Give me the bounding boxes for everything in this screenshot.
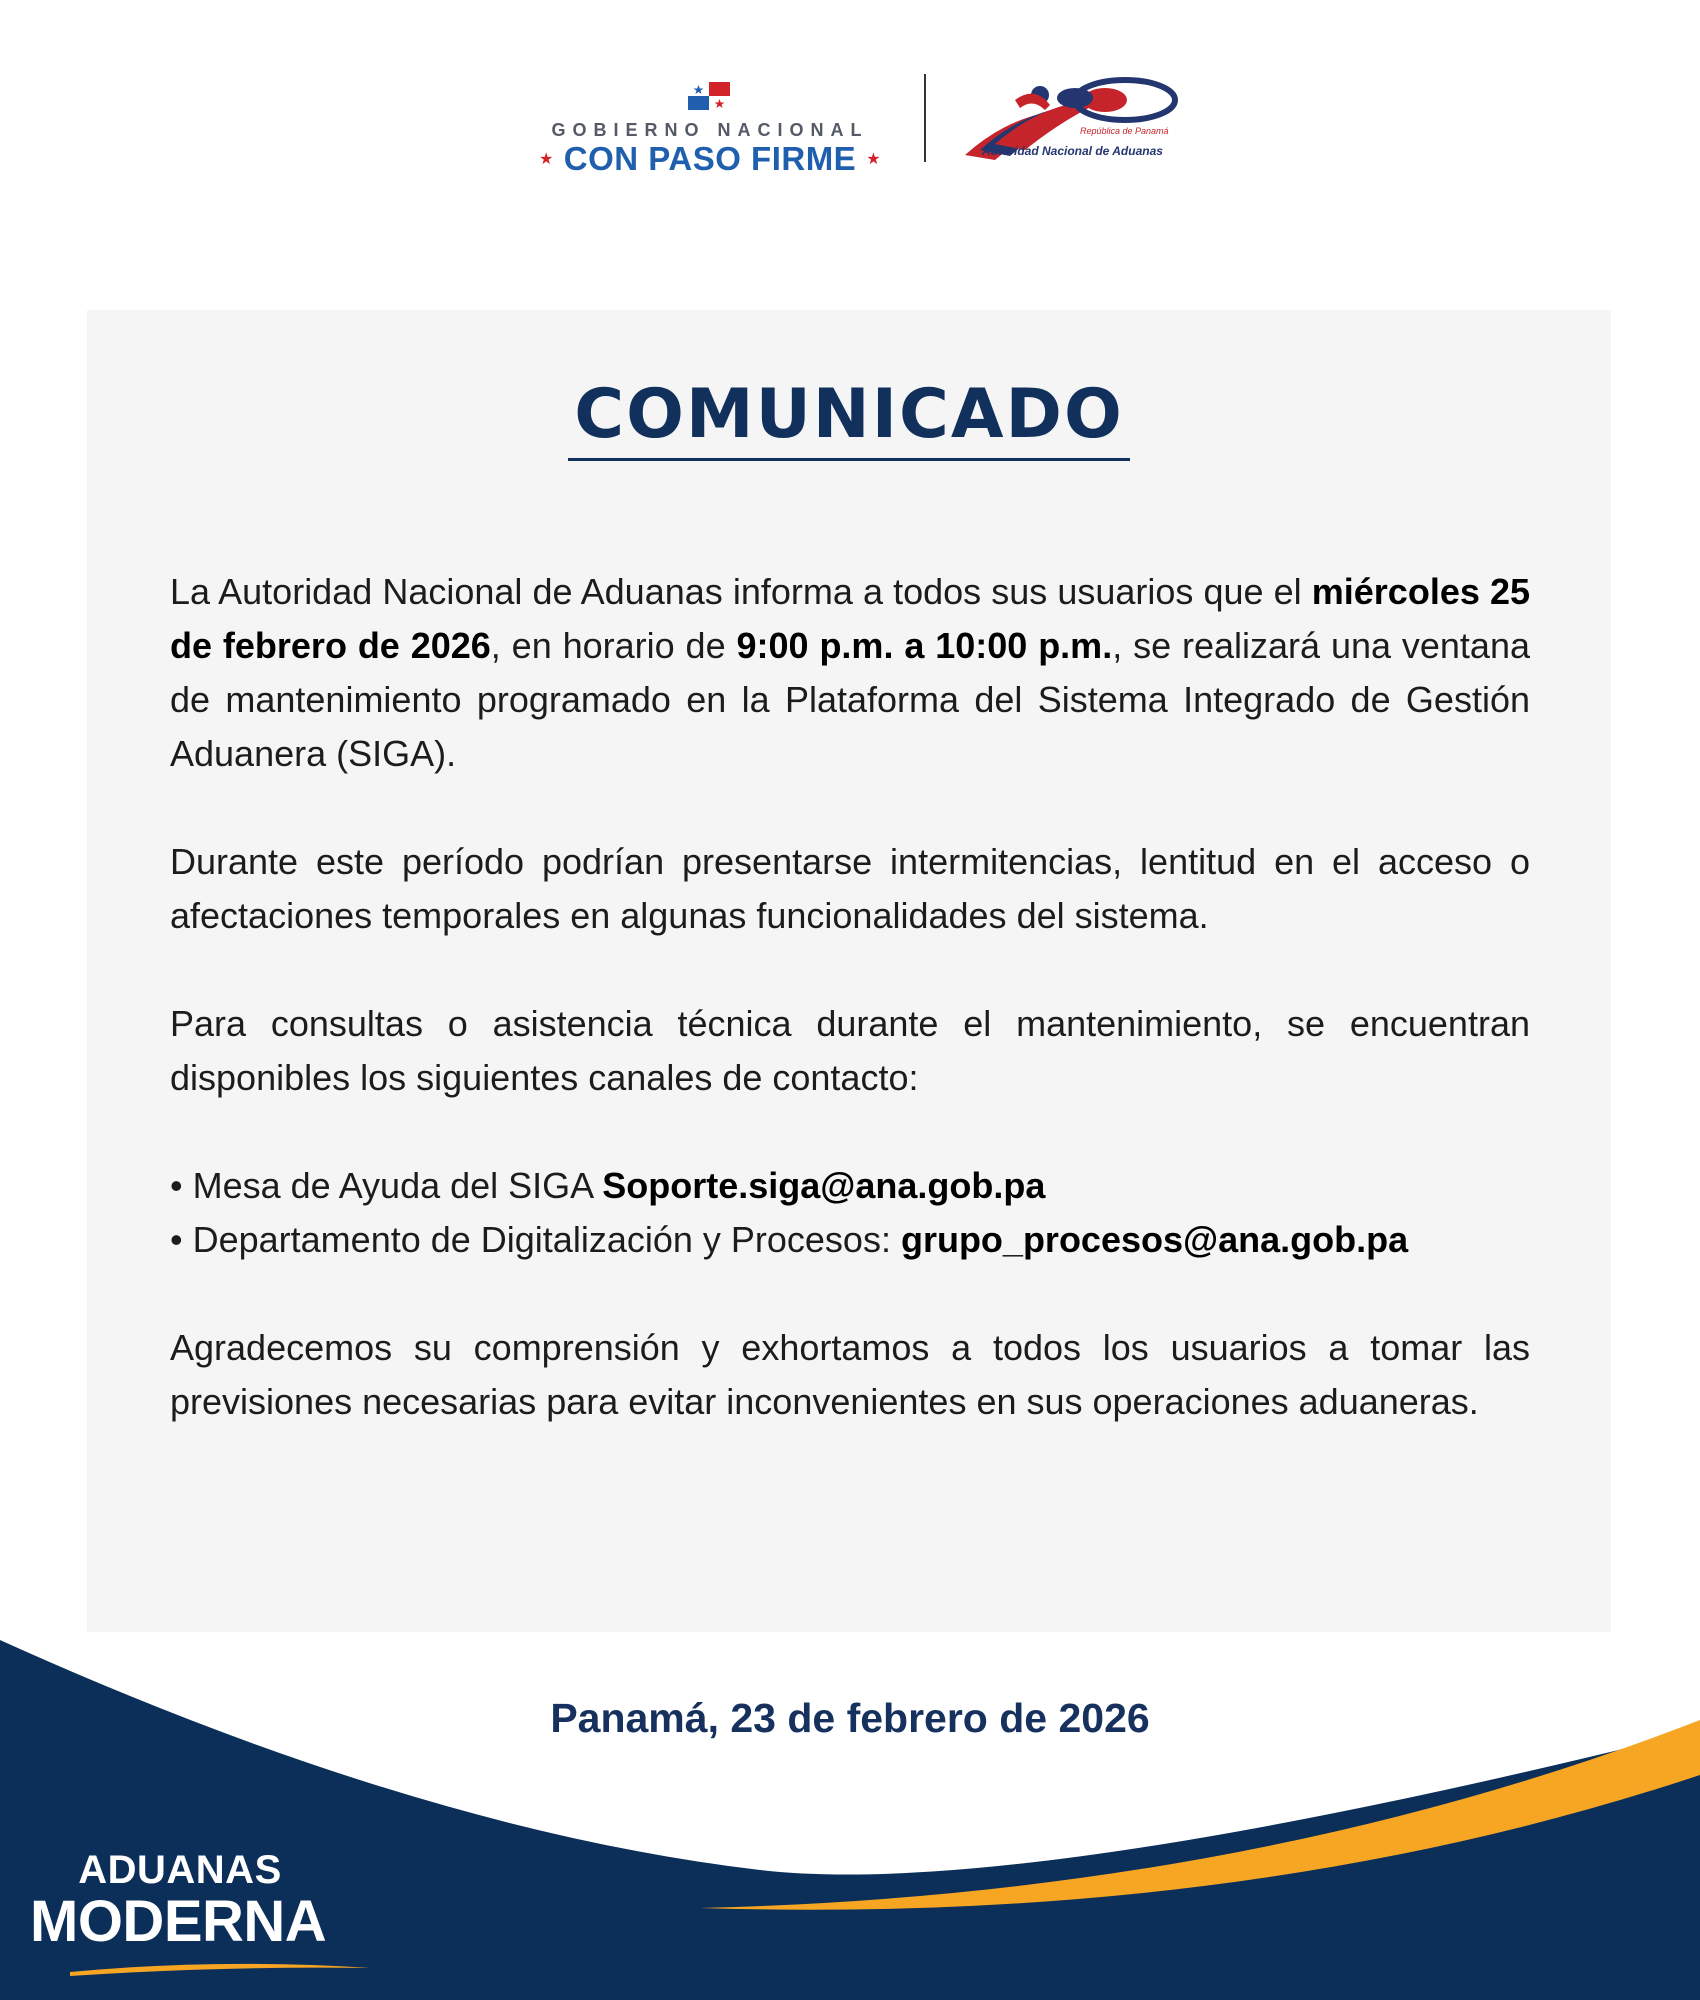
announcement-body (170, 565, 1530, 1483)
con-paso-firme-label: CON PASO FIRME (563, 140, 857, 177)
contact-item-siga-label: • Mesa de Ayuda del SIGA (170, 1165, 603, 1206)
header (0, 60, 1700, 180)
maintenance-time: 9:00 p.m. a 10:00 p.m. (736, 625, 1113, 666)
header-divider (924, 74, 926, 162)
aduanas-moderna-logo (30, 1848, 380, 1954)
brand-line-moderna: MODERNA (30, 1889, 327, 1954)
paragraph1-part3: , se realizará una ventana de mantenimiento programado en la Plataforma del Sistema Integrado de Gestión Aduanera (SIGA). (170, 625, 1531, 774)
republica-de-panama-text: República de Panamá (1080, 126, 1169, 136)
contact-list (170, 1159, 1530, 1267)
page-title: COMUNICADO (568, 375, 1130, 461)
paragraph-closing: Agradecemos su comprensión y exhortamos a todos los usuarios a tomar las previsiones necesarias para evitar inconvenientes en sus operaciones aduaneras. (170, 1327, 1530, 1422)
brand-line-aduanas: ADUANAS (78, 1848, 282, 1892)
star-icon: ★ (538, 151, 554, 168)
title-wrapper (87, 375, 1611, 461)
star-icon: ★ (866, 151, 882, 168)
paragraph-impact: Durante este período podrían presentarse intermitencias, lentitud en el acceso o afectaciones temporales en algunas funcionalidades del sistema. (170, 841, 1530, 936)
contact-email-soporte-siga[interactable]: Soporte.siga@ana.gob.pa (602, 1165, 1046, 1206)
gobierno-nacional-logo (520, 70, 900, 180)
gobierno-nacional-text: GOBIERNO NACIONAL (551, 120, 869, 140)
maintenance-date: miércoles 25 de febrero de 2026 (170, 571, 1530, 666)
brand-swoosh-icon (70, 1958, 370, 1978)
autoridad-nacional-de-aduanas-text: Autoridad Nacional de Aduanas (982, 144, 1163, 158)
contact-email-grupo-procesos[interactable]: grupo_procesos@ana.gob.pa (900, 1219, 1409, 1260)
footer-date: Panamá, 23 de febrero de 2026 (550, 1695, 1150, 1741)
paragraph1-part1: La Autoridad Nacional de Aduanas informa a todos sus usuarios que el (170, 571, 1312, 612)
paragraph-maintenance-notice (170, 565, 1530, 781)
panama-flag-icon (688, 82, 730, 110)
contact-item-procesos-label: • Departamento de Digitalización y Procesos: (170, 1219, 901, 1260)
announcement-card (87, 310, 1611, 1632)
paragraph-contact-intro: Para consultas o asistencia técnica durante el mantenimiento, se encuentran disponibles los siguientes canales de contacto: (170, 1003, 1530, 1098)
paragraph1-part2: , en horario de (490, 625, 737, 666)
con-paso-firme-text (520, 140, 900, 178)
